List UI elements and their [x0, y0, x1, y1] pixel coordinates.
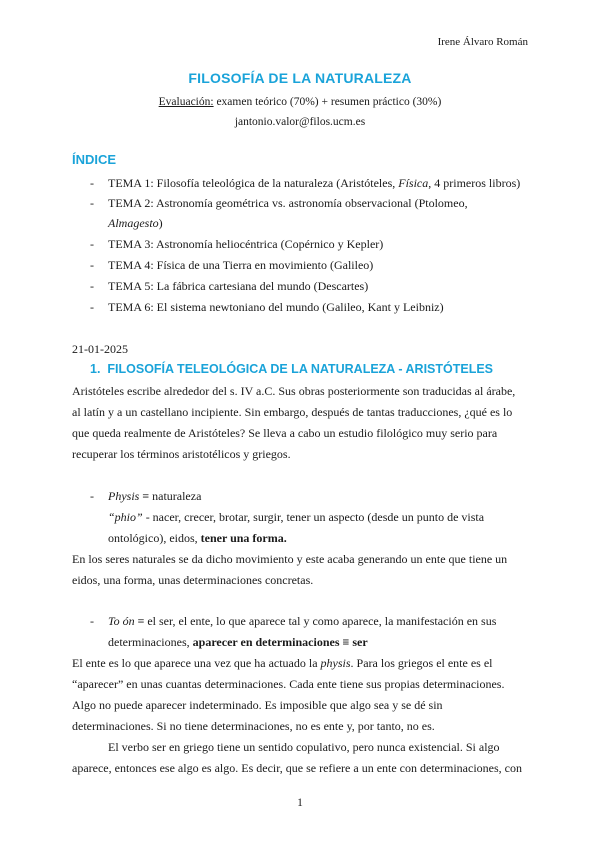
- author-name: Irene Álvaro Román: [437, 36, 528, 48]
- section-number: 1.: [90, 362, 101, 376]
- evaluation-text: examen teórico (70%) + resumen práctico (30%): [213, 96, 442, 108]
- physis-text: ontológico), eidos,: [108, 531, 201, 545]
- contact-email[interactable]: jantonio.valor@filos.ucm.es: [234, 116, 366, 128]
- evaluation-line: [0, 96, 600, 108]
- paragraph-text: . Para los griegos el ente es el: [350, 656, 493, 670]
- paragraph-line: eidos, una forma, unas determinaciones concretas.: [72, 573, 314, 587]
- toon-bullet: [0, 614, 600, 630]
- paragraph-line: que queda realmente de Aristóteles? Se lleva a cabo un estudio filológico muy serio para: [72, 426, 498, 440]
- toon-term: To ón: [108, 614, 135, 628]
- section-title: FILOSOFÍA TELEOLÓGICA DE LA NATURALEZA - ARISTÓTELES: [107, 362, 494, 376]
- document-title: FILOSOFÍA DE LA NATURALEZA: [188, 70, 412, 86]
- bullet-dash: -: [90, 258, 94, 272]
- bullet-dash: -: [90, 300, 94, 314]
- page-number: 1: [297, 797, 303, 809]
- paragraph-line: “aparecer” en unas cuantas determinaciones. Cada ente tiene sus propias determinaciones.: [72, 677, 505, 691]
- paragraph-line: Algo no puede aparecer indeterminado. Es imposible que algo sea y se dé sin: [72, 698, 443, 712]
- paragraph-line: recuperar los términos aristotélicos y griegos.: [72, 447, 291, 461]
- bullet-dash: -: [90, 237, 94, 251]
- bullet-dash: -: [90, 489, 94, 503]
- paragraph-line: El verbo ser en griego tiene un sentido copulativo, pero nunca existencial. Si algo: [108, 740, 500, 754]
- phio-definition: - nacer, crecer, brotar, surgir, tener un aspecto (desde un punto de vista: [142, 510, 485, 524]
- paragraph-line: En los seres naturales se da dicho movimiento y este acaba generando un ente que tiene un: [72, 552, 508, 566]
- paragraph-text: El ente es lo que aparece una vez que ha actuado la: [72, 656, 321, 670]
- toc-item-text: TEMA 5: La fábrica cartesiana del mundo (Descartes): [108, 279, 369, 293]
- bullet-dash: -: [90, 614, 94, 628]
- paragraph-line: [72, 656, 493, 671]
- toc-item-text: TEMA 1: Filosofía teleológica de la naturaleza (Aristóteles,: [108, 176, 399, 190]
- toon-definition: ≡ el ser, el ente, lo que aparece tal y como aparece, la manifestación en sus: [134, 614, 497, 628]
- index-heading: ÍNDICE: [72, 152, 117, 167]
- toon-key-phrase: aparecer en determinaciones ≡ ser: [192, 635, 368, 649]
- physis-definition-continued: [108, 531, 287, 546]
- evaluation-label: Evaluación:: [158, 96, 214, 108]
- paragraph-line: al latín y a un castellano incipiente. Sin embargo, después de tantas traducciones, ¿qué es lo: [72, 405, 513, 419]
- toon-text: determinaciones,: [108, 635, 193, 649]
- paragraph-line: determinaciones. Si no tiene determinaciones, no es ente y, por tanto, no es.: [72, 719, 435, 733]
- toc-item-emphasis: Física: [398, 176, 429, 190]
- physis-key-phrase: tener una forma.: [200, 531, 287, 545]
- toc-item-text: TEMA 2: Astronomía geométrica vs. astronomía observacional (Ptolomeo,: [108, 196, 468, 210]
- toc-item-text: TEMA 4: Física de una Tierra en movimiento (Galileo): [108, 258, 374, 272]
- paragraph-emphasis: physis: [320, 656, 351, 670]
- physis-equivalence: ≡ naturaleza: [139, 489, 202, 503]
- toc-item-emphasis: Almagesto: [108, 216, 159, 230]
- toc-item-text: TEMA 3: Astronomía heliocéntrica (Copérnico y Kepler): [108, 237, 384, 251]
- physis-definition: [108, 510, 484, 525]
- bullet-dash: -: [90, 196, 94, 210]
- entry-date: 21-01-2025: [72, 342, 128, 356]
- section-heading: [90, 362, 493, 376]
- toon-definition-continued: [108, 635, 368, 650]
- paragraph-line: Aristóteles escribe alrededor del s. IV a.C. Sus obras posteriormente son traducidas al árabe,: [72, 384, 516, 398]
- toc-item-text: , 4 primeros libros): [428, 176, 521, 190]
- paragraph-line: aparece, entonces ese algo es algo. Es decir, que se refiere a un ente con determinaciones, con: [72, 761, 522, 775]
- toc-item-text: TEMA 6: El sistema newtoniano del mundo (Galileo, Kant y Leibniz): [108, 300, 444, 314]
- bullet-dash: -: [90, 176, 94, 190]
- phio-term: “phio”: [108, 510, 143, 524]
- bullet-dash: -: [90, 279, 94, 293]
- physis-term: Physis: [108, 489, 140, 503]
- toc-item-text: ): [158, 216, 163, 230]
- physis-bullet: [0, 489, 600, 505]
